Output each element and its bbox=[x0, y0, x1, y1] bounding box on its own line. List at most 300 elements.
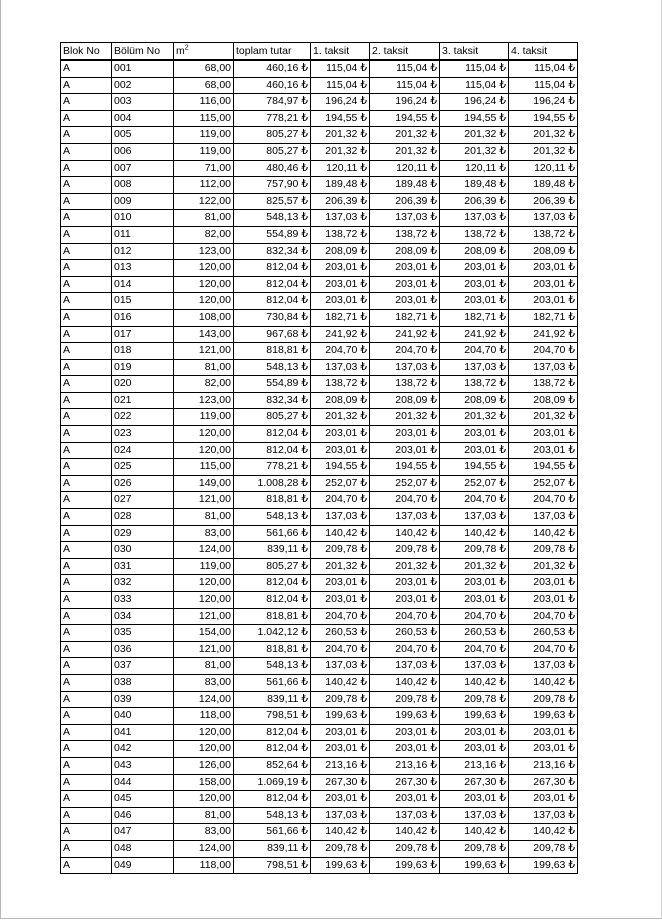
cell-blok-no: A bbox=[61, 260, 112, 277]
cell-taksit-4: 203,01 ₺ bbox=[509, 426, 578, 443]
cell-toplam-tutar: 548,13 ₺ bbox=[234, 359, 311, 376]
cell-taksit-2: 120,11 ₺ bbox=[370, 160, 440, 177]
cell-taksit-3: 267,30 ₺ bbox=[440, 774, 509, 791]
cell-taksit-1: 201,32 ₺ bbox=[311, 558, 370, 575]
table-row bbox=[61, 94, 578, 111]
cell-bolum-no: 034 bbox=[112, 608, 174, 625]
cell-blok-no: A bbox=[61, 409, 112, 426]
cell-blok-no: A bbox=[61, 160, 112, 177]
cell-toplam-tutar: 812,04 ₺ bbox=[234, 592, 311, 609]
table-row bbox=[61, 691, 578, 708]
table-row bbox=[61, 542, 578, 559]
cell-taksit-1: 206,39 ₺ bbox=[311, 193, 370, 210]
cell-bolum-no: 043 bbox=[112, 757, 174, 774]
cell-m2: 120,00 bbox=[174, 791, 234, 808]
cell-taksit-4: 182,71 ₺ bbox=[509, 309, 578, 326]
cell-taksit-2: 203,01 ₺ bbox=[370, 592, 440, 609]
cell-bolum-no: 008 bbox=[112, 177, 174, 194]
cell-taksit-2: 203,01 ₺ bbox=[370, 260, 440, 277]
cell-toplam-tutar: 548,13 ₺ bbox=[234, 509, 311, 526]
cell-bolum-no: 031 bbox=[112, 558, 174, 575]
cell-taksit-2: 199,63 ₺ bbox=[370, 857, 440, 874]
cell-blok-no: A bbox=[61, 426, 112, 443]
cell-taksit-4: 137,03 ₺ bbox=[509, 658, 578, 675]
cell-toplam-tutar: 812,04 ₺ bbox=[234, 293, 311, 310]
cell-taksit-2: 209,78 ₺ bbox=[370, 691, 440, 708]
cell-taksit-4: 115,04 ₺ bbox=[509, 77, 578, 94]
cell-taksit-4: 199,63 ₺ bbox=[509, 708, 578, 725]
table-row bbox=[61, 492, 578, 509]
table-row bbox=[61, 824, 578, 841]
cell-taksit-1: 213,16 ₺ bbox=[311, 757, 370, 774]
cell-taksit-2: 203,01 ₺ bbox=[370, 442, 440, 459]
cell-taksit-3: 138,72 ₺ bbox=[440, 376, 509, 393]
cell-blok-no: A bbox=[61, 226, 112, 243]
cell-taksit-4: 137,03 ₺ bbox=[509, 509, 578, 526]
cell-taksit-2: 203,01 ₺ bbox=[370, 724, 440, 741]
cell-bolum-no: 045 bbox=[112, 791, 174, 808]
cell-taksit-3: 120,11 ₺ bbox=[440, 160, 509, 177]
cell-taksit-1: 209,78 ₺ bbox=[311, 691, 370, 708]
cell-blok-no: A bbox=[61, 77, 112, 94]
table-row bbox=[61, 558, 578, 575]
cell-taksit-4: 213,16 ₺ bbox=[509, 757, 578, 774]
cell-bolum-no: 038 bbox=[112, 674, 174, 691]
cell-toplam-tutar: 460,16 ₺ bbox=[234, 77, 311, 94]
cell-blok-no: A bbox=[61, 94, 112, 111]
cell-toplam-tutar: 548,13 ₺ bbox=[234, 210, 311, 227]
cell-m2: 120,00 bbox=[174, 276, 234, 293]
cell-m2: 120,00 bbox=[174, 724, 234, 741]
cell-taksit-4: 203,01 ₺ bbox=[509, 724, 578, 741]
cell-taksit-4: 204,70 ₺ bbox=[509, 343, 578, 360]
cell-taksit-2: 115,04 ₺ bbox=[370, 77, 440, 94]
header-m2-label: m bbox=[176, 45, 185, 57]
cell-taksit-3: 199,63 ₺ bbox=[440, 708, 509, 725]
cell-taksit-4: 203,01 ₺ bbox=[509, 575, 578, 592]
cell-blok-no: A bbox=[61, 724, 112, 741]
table-row bbox=[61, 309, 578, 326]
cell-taksit-3: 137,03 ₺ bbox=[440, 509, 509, 526]
cell-taksit-2: 241,92 ₺ bbox=[370, 326, 440, 343]
cell-blok-no: A bbox=[61, 459, 112, 476]
cell-m2: 120,00 bbox=[174, 442, 234, 459]
cell-taksit-3: 208,09 ₺ bbox=[440, 243, 509, 260]
cell-taksit-2: 182,71 ₺ bbox=[370, 309, 440, 326]
cell-taksit-1: 204,70 ₺ bbox=[311, 608, 370, 625]
cell-taksit-4: 201,32 ₺ bbox=[509, 127, 578, 144]
cell-taksit-4: 203,01 ₺ bbox=[509, 276, 578, 293]
cell-taksit-1: 137,03 ₺ bbox=[311, 210, 370, 227]
cell-taksit-4: 201,32 ₺ bbox=[509, 409, 578, 426]
cell-taksit-1: 138,72 ₺ bbox=[311, 376, 370, 393]
table-body bbox=[61, 60, 578, 874]
cell-taksit-3: 201,32 ₺ bbox=[440, 143, 509, 160]
table-row bbox=[61, 509, 578, 526]
cell-taksit-2: 140,42 ₺ bbox=[370, 674, 440, 691]
cell-toplam-tutar: 805,27 ₺ bbox=[234, 143, 311, 160]
cell-blok-no: A bbox=[61, 177, 112, 194]
cell-taksit-1: 137,03 ₺ bbox=[311, 807, 370, 824]
cell-toplam-tutar: 818,81 ₺ bbox=[234, 492, 311, 509]
cell-taksit-2: 208,09 ₺ bbox=[370, 392, 440, 409]
cell-blok-no: A bbox=[61, 791, 112, 808]
cell-m2: 115,00 bbox=[174, 110, 234, 127]
cell-taksit-4: 203,01 ₺ bbox=[509, 260, 578, 277]
table-row bbox=[61, 409, 578, 426]
cell-blok-no: A bbox=[61, 359, 112, 376]
cell-taksit-3: 140,42 ₺ bbox=[440, 824, 509, 841]
cell-taksit-1: 194,55 ₺ bbox=[311, 110, 370, 127]
cell-bolum-no: 029 bbox=[112, 525, 174, 542]
cell-blok-no: A bbox=[61, 824, 112, 841]
cell-taksit-4: 208,09 ₺ bbox=[509, 392, 578, 409]
cell-blok-no: A bbox=[61, 392, 112, 409]
header-m2-superscript: 2 bbox=[184, 44, 189, 52]
cell-taksit-4: 209,78 ₺ bbox=[509, 840, 578, 857]
cell-bolum-no: 006 bbox=[112, 143, 174, 160]
cell-taksit-3: 201,32 ₺ bbox=[440, 127, 509, 144]
cell-bolum-no: 027 bbox=[112, 492, 174, 509]
cell-blok-no: A bbox=[61, 641, 112, 658]
cell-taksit-3: 204,70 ₺ bbox=[440, 492, 509, 509]
cell-m2: 154,00 bbox=[174, 625, 234, 642]
cell-taksit-2: 213,16 ₺ bbox=[370, 757, 440, 774]
cell-taksit-3: 209,78 ₺ bbox=[440, 691, 509, 708]
cell-bolum-no: 023 bbox=[112, 426, 174, 443]
header-taksit-3: 3. taksit bbox=[440, 43, 509, 61]
cell-m2: 124,00 bbox=[174, 542, 234, 559]
cell-bolum-no: 033 bbox=[112, 592, 174, 609]
cell-taksit-4: 241,92 ₺ bbox=[509, 326, 578, 343]
cell-taksit-1: 201,32 ₺ bbox=[311, 143, 370, 160]
cell-bolum-no: 041 bbox=[112, 724, 174, 741]
cell-taksit-4: 137,03 ₺ bbox=[509, 807, 578, 824]
cell-taksit-1: 203,01 ₺ bbox=[311, 575, 370, 592]
cell-bolum-no: 004 bbox=[112, 110, 174, 127]
cell-toplam-tutar: 967,68 ₺ bbox=[234, 326, 311, 343]
cell-toplam-tutar: 778,21 ₺ bbox=[234, 459, 311, 476]
cell-bolum-no: 010 bbox=[112, 210, 174, 227]
cell-taksit-3: 208,09 ₺ bbox=[440, 392, 509, 409]
cell-m2: 122,00 bbox=[174, 193, 234, 210]
cell-taksit-3: 137,03 ₺ bbox=[440, 807, 509, 824]
cell-blok-no: A bbox=[61, 674, 112, 691]
cell-blok-no: A bbox=[61, 708, 112, 725]
cell-taksit-2: 189,48 ₺ bbox=[370, 177, 440, 194]
table-row bbox=[61, 60, 578, 77]
cell-blok-no: A bbox=[61, 276, 112, 293]
table-row bbox=[61, 525, 578, 542]
cell-bolum-no: 047 bbox=[112, 824, 174, 841]
cell-taksit-1: 203,01 ₺ bbox=[311, 791, 370, 808]
cell-m2: 120,00 bbox=[174, 293, 234, 310]
cell-bolum-no: 025 bbox=[112, 459, 174, 476]
table-row bbox=[61, 625, 578, 642]
cell-taksit-2: 267,30 ₺ bbox=[370, 774, 440, 791]
cell-taksit-3: 194,55 ₺ bbox=[440, 459, 509, 476]
cell-m2: 118,00 bbox=[174, 708, 234, 725]
cell-toplam-tutar: 812,04 ₺ bbox=[234, 575, 311, 592]
cell-taksit-3: 201,32 ₺ bbox=[440, 409, 509, 426]
cell-m2: 81,00 bbox=[174, 807, 234, 824]
cell-taksit-2: 206,39 ₺ bbox=[370, 193, 440, 210]
cell-taksit-4: 140,42 ₺ bbox=[509, 824, 578, 841]
cell-taksit-4: 189,48 ₺ bbox=[509, 177, 578, 194]
cell-taksit-3: 241,92 ₺ bbox=[440, 326, 509, 343]
cell-taksit-3: 213,16 ₺ bbox=[440, 757, 509, 774]
cell-toplam-tutar: 832,34 ₺ bbox=[234, 392, 311, 409]
cell-taksit-2: 203,01 ₺ bbox=[370, 276, 440, 293]
header-bolum-no: Bölüm No bbox=[112, 43, 174, 61]
cell-toplam-tutar: 812,04 ₺ bbox=[234, 791, 311, 808]
cell-blok-no: A bbox=[61, 509, 112, 526]
table-row bbox=[61, 840, 578, 857]
cell-bolum-no: 049 bbox=[112, 857, 174, 874]
cell-taksit-1: 140,42 ₺ bbox=[311, 525, 370, 542]
cell-bolum-no: 014 bbox=[112, 276, 174, 293]
cell-toplam-tutar: 554,89 ₺ bbox=[234, 226, 311, 243]
cell-taksit-3: 137,03 ₺ bbox=[440, 359, 509, 376]
cell-bolum-no: 044 bbox=[112, 774, 174, 791]
cell-taksit-3: 203,01 ₺ bbox=[440, 426, 509, 443]
cell-blok-no: A bbox=[61, 691, 112, 708]
table-row bbox=[61, 442, 578, 459]
table-row bbox=[61, 226, 578, 243]
cell-taksit-4: 203,01 ₺ bbox=[509, 791, 578, 808]
table-row bbox=[61, 359, 578, 376]
cell-taksit-4: 203,01 ₺ bbox=[509, 741, 578, 758]
cell-toplam-tutar: 561,66 ₺ bbox=[234, 674, 311, 691]
cell-taksit-1: 204,70 ₺ bbox=[311, 492, 370, 509]
cell-blok-no: A bbox=[61, 309, 112, 326]
cell-taksit-1: 203,01 ₺ bbox=[311, 293, 370, 310]
cell-m2: 71,00 bbox=[174, 160, 234, 177]
cell-taksit-1: 120,11 ₺ bbox=[311, 160, 370, 177]
table-row bbox=[61, 774, 578, 791]
cell-taksit-1: 209,78 ₺ bbox=[311, 542, 370, 559]
cell-toplam-tutar: 832,34 ₺ bbox=[234, 243, 311, 260]
cell-taksit-3: 209,78 ₺ bbox=[440, 542, 509, 559]
cell-bolum-no: 046 bbox=[112, 807, 174, 824]
cell-bolum-no: 022 bbox=[112, 409, 174, 426]
table-row bbox=[61, 641, 578, 658]
cell-toplam-tutar: 480,46 ₺ bbox=[234, 160, 311, 177]
cell-m2: 81,00 bbox=[174, 658, 234, 675]
cell-toplam-tutar: 1.042,12 ₺ bbox=[234, 625, 311, 642]
cell-toplam-tutar: 784,97 ₺ bbox=[234, 94, 311, 111]
cell-taksit-3: 252,07 ₺ bbox=[440, 475, 509, 492]
cell-taksit-2: 140,42 ₺ bbox=[370, 525, 440, 542]
cell-taksit-1: 203,01 ₺ bbox=[311, 276, 370, 293]
table-row bbox=[61, 177, 578, 194]
cell-bolum-no: 024 bbox=[112, 442, 174, 459]
cell-blok-no: A bbox=[61, 525, 112, 542]
cell-blok-no: A bbox=[61, 326, 112, 343]
cell-bolum-no: 017 bbox=[112, 326, 174, 343]
cell-toplam-tutar: 561,66 ₺ bbox=[234, 824, 311, 841]
cell-taksit-4: 206,39 ₺ bbox=[509, 193, 578, 210]
table-row bbox=[61, 326, 578, 343]
table-row bbox=[61, 608, 578, 625]
table-row bbox=[61, 459, 578, 476]
cell-blok-no: A bbox=[61, 741, 112, 758]
cell-taksit-2: 203,01 ₺ bbox=[370, 293, 440, 310]
cell-bolum-no: 021 bbox=[112, 392, 174, 409]
cell-toplam-tutar: 812,04 ₺ bbox=[234, 260, 311, 277]
table-row bbox=[61, 724, 578, 741]
header-taksit-2: 2. taksit bbox=[370, 43, 440, 61]
cell-toplam-tutar: 778,21 ₺ bbox=[234, 110, 311, 127]
cell-taksit-1: 140,42 ₺ bbox=[311, 674, 370, 691]
cell-blok-no: A bbox=[61, 658, 112, 675]
cell-toplam-tutar: 839,11 ₺ bbox=[234, 542, 311, 559]
cell-toplam-tutar: 757,90 ₺ bbox=[234, 177, 311, 194]
table-row bbox=[61, 392, 578, 409]
cell-toplam-tutar: 812,04 ₺ bbox=[234, 276, 311, 293]
cell-m2: 115,00 bbox=[174, 459, 234, 476]
cell-m2: 120,00 bbox=[174, 592, 234, 609]
cell-taksit-3: 203,01 ₺ bbox=[440, 724, 509, 741]
cell-taksit-4: 203,01 ₺ bbox=[509, 293, 578, 310]
cell-m2: 121,00 bbox=[174, 608, 234, 625]
header-m2 bbox=[174, 43, 234, 61]
cell-toplam-tutar: 561,66 ₺ bbox=[234, 525, 311, 542]
table-row bbox=[61, 807, 578, 824]
cell-taksit-1: 203,01 ₺ bbox=[311, 260, 370, 277]
cell-taksit-2: 204,70 ₺ bbox=[370, 608, 440, 625]
cell-blok-no: A bbox=[61, 127, 112, 144]
cell-taksit-4: 204,70 ₺ bbox=[509, 492, 578, 509]
table-row bbox=[61, 343, 578, 360]
cell-taksit-3: 194,55 ₺ bbox=[440, 110, 509, 127]
cell-toplam-tutar: 1.069,19 ₺ bbox=[234, 774, 311, 791]
cell-m2: 118,00 bbox=[174, 857, 234, 874]
cell-blok-no: A bbox=[61, 608, 112, 625]
cell-bolum-no: 042 bbox=[112, 741, 174, 758]
cell-taksit-2: 194,55 ₺ bbox=[370, 459, 440, 476]
cell-bolum-no: 036 bbox=[112, 641, 174, 658]
cell-blok-no: A bbox=[61, 343, 112, 360]
table-row bbox=[61, 110, 578, 127]
cell-taksit-1: 208,09 ₺ bbox=[311, 243, 370, 260]
cell-taksit-3: 209,78 ₺ bbox=[440, 840, 509, 857]
cell-bolum-no: 026 bbox=[112, 475, 174, 492]
cell-blok-no: A bbox=[61, 575, 112, 592]
cell-bolum-no: 016 bbox=[112, 309, 174, 326]
installment-table bbox=[60, 42, 578, 874]
cell-m2: 119,00 bbox=[174, 127, 234, 144]
cell-taksit-1: 252,07 ₺ bbox=[311, 475, 370, 492]
cell-taksit-4: 201,32 ₺ bbox=[509, 558, 578, 575]
cell-taksit-2: 252,07 ₺ bbox=[370, 475, 440, 492]
cell-taksit-2: 201,32 ₺ bbox=[370, 409, 440, 426]
table-row bbox=[61, 210, 578, 227]
cell-toplam-tutar: 818,81 ₺ bbox=[234, 343, 311, 360]
cell-taksit-3: 138,72 ₺ bbox=[440, 226, 509, 243]
cell-taksit-2: 137,03 ₺ bbox=[370, 359, 440, 376]
cell-blok-no: A bbox=[61, 210, 112, 227]
cell-m2: 123,00 bbox=[174, 392, 234, 409]
cell-taksit-2: 203,01 ₺ bbox=[370, 426, 440, 443]
cell-blok-no: A bbox=[61, 542, 112, 559]
cell-taksit-1: 196,24 ₺ bbox=[311, 94, 370, 111]
cell-m2: 119,00 bbox=[174, 409, 234, 426]
cell-m2: 121,00 bbox=[174, 492, 234, 509]
cell-m2: 120,00 bbox=[174, 575, 234, 592]
cell-blok-no: A bbox=[61, 757, 112, 774]
cell-taksit-1: 267,30 ₺ bbox=[311, 774, 370, 791]
cell-taksit-2: 115,04 ₺ bbox=[370, 60, 440, 77]
cell-taksit-4: 201,32 ₺ bbox=[509, 143, 578, 160]
cell-bolum-no: 009 bbox=[112, 193, 174, 210]
cell-toplam-tutar: 1.008,28 ₺ bbox=[234, 475, 311, 492]
table-row bbox=[61, 575, 578, 592]
cell-taksit-1: 203,01 ₺ bbox=[311, 592, 370, 609]
table-row bbox=[61, 708, 578, 725]
cell-bolum-no: 030 bbox=[112, 542, 174, 559]
cell-m2: 82,00 bbox=[174, 226, 234, 243]
cell-toplam-tutar: 812,04 ₺ bbox=[234, 741, 311, 758]
header-blok-no: Blok No bbox=[61, 43, 112, 61]
cell-taksit-3: 203,01 ₺ bbox=[440, 741, 509, 758]
cell-blok-no: A bbox=[61, 143, 112, 160]
cell-taksit-1: 138,72 ₺ bbox=[311, 226, 370, 243]
cell-taksit-3: 204,70 ₺ bbox=[440, 608, 509, 625]
cell-taksit-2: 137,03 ₺ bbox=[370, 658, 440, 675]
cell-m2: 68,00 bbox=[174, 60, 234, 77]
cell-taksit-4: 203,01 ₺ bbox=[509, 592, 578, 609]
cell-blok-no: A bbox=[61, 60, 112, 77]
cell-toplam-tutar: 825,57 ₺ bbox=[234, 193, 311, 210]
cell-taksit-3: 189,48 ₺ bbox=[440, 177, 509, 194]
cell-toplam-tutar: 812,04 ₺ bbox=[234, 442, 311, 459]
cell-taksit-2: 209,78 ₺ bbox=[370, 542, 440, 559]
cell-taksit-3: 199,63 ₺ bbox=[440, 857, 509, 874]
cell-taksit-4: 140,42 ₺ bbox=[509, 674, 578, 691]
cell-taksit-2: 138,72 ₺ bbox=[370, 376, 440, 393]
cell-taksit-3: 140,42 ₺ bbox=[440, 525, 509, 542]
cell-toplam-tutar: 818,81 ₺ bbox=[234, 641, 311, 658]
cell-taksit-1: 208,09 ₺ bbox=[311, 392, 370, 409]
cell-taksit-4: 209,78 ₺ bbox=[509, 542, 578, 559]
table-row bbox=[61, 260, 578, 277]
cell-taksit-2: 138,72 ₺ bbox=[370, 226, 440, 243]
cell-taksit-4: 203,01 ₺ bbox=[509, 442, 578, 459]
cell-taksit-1: 260,53 ₺ bbox=[311, 625, 370, 642]
table-row bbox=[61, 243, 578, 260]
cell-m2: 81,00 bbox=[174, 210, 234, 227]
cell-bolum-no: 048 bbox=[112, 840, 174, 857]
cell-taksit-4: 137,03 ₺ bbox=[509, 210, 578, 227]
cell-taksit-1: 137,03 ₺ bbox=[311, 509, 370, 526]
cell-taksit-4: 199,63 ₺ bbox=[509, 857, 578, 874]
cell-bolum-no: 015 bbox=[112, 293, 174, 310]
header-taksit-1: 1. taksit bbox=[311, 43, 370, 61]
cell-taksit-1: 199,63 ₺ bbox=[311, 708, 370, 725]
cell-m2: 143,00 bbox=[174, 326, 234, 343]
table-row bbox=[61, 77, 578, 94]
cell-m2: 120,00 bbox=[174, 741, 234, 758]
cell-taksit-2: 204,70 ₺ bbox=[370, 343, 440, 360]
cell-m2: 81,00 bbox=[174, 509, 234, 526]
table-row bbox=[61, 592, 578, 609]
table-row bbox=[61, 674, 578, 691]
cell-taksit-4: 204,70 ₺ bbox=[509, 608, 578, 625]
cell-taksit-2: 209,78 ₺ bbox=[370, 840, 440, 857]
cell-taksit-3: 204,70 ₺ bbox=[440, 641, 509, 658]
header-toplam-tutar: toplam tutar bbox=[234, 43, 311, 61]
